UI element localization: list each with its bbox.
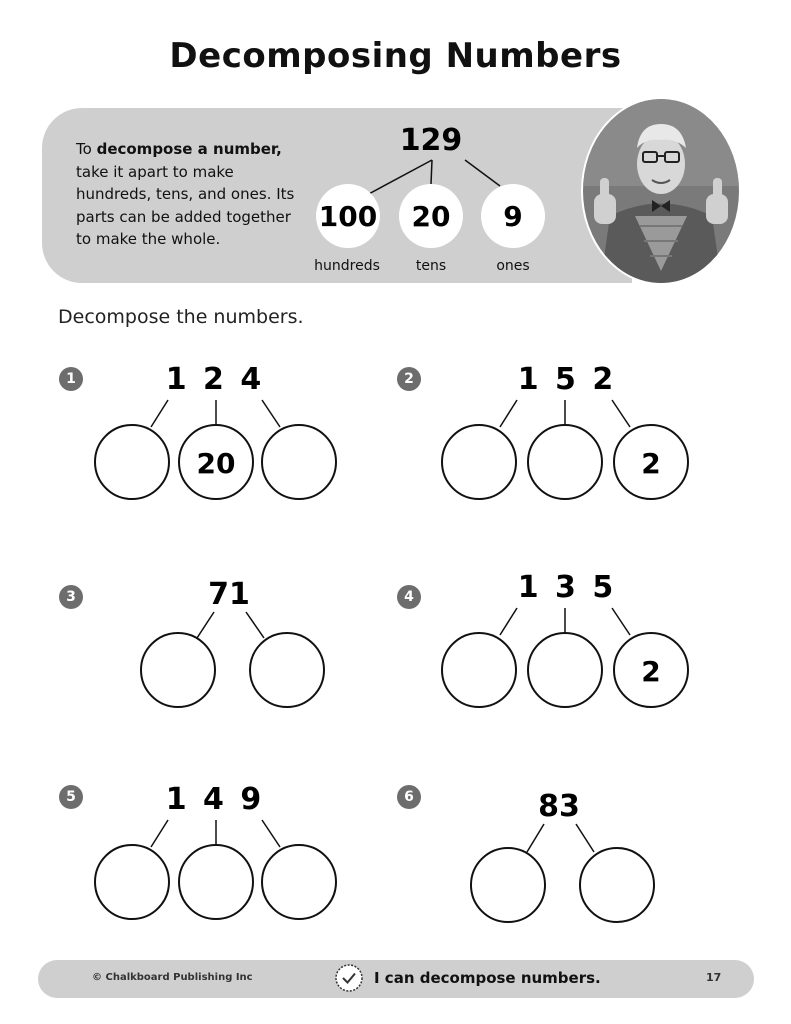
answer-circle[interactable]: [262, 845, 336, 919]
answer-circle[interactable]: [95, 845, 169, 919]
example-diagram: [300, 108, 580, 283]
student-photo: [580, 96, 742, 286]
problem-1-diagram: [85, 355, 365, 505]
example-part-tens: 20: [411, 200, 451, 233]
answer-circle[interactable]: [95, 425, 169, 499]
problem-number-badge: 6: [397, 785, 421, 809]
example-part-hundreds: 100: [318, 200, 378, 233]
copyright-text: © Chalkboard Publishing Inc: [92, 972, 253, 983]
problem-2-diagram: [432, 355, 712, 505]
problem-2-number: 1 5 2: [517, 362, 617, 397]
problem-number-badge: 4: [397, 585, 421, 609]
checkmark-icon: [334, 963, 364, 993]
answer-circle[interactable]: [262, 425, 336, 499]
answer-circle[interactable]: [471, 848, 545, 922]
given-part: 20: [196, 447, 236, 480]
problem-6-number: 83: [538, 789, 580, 824]
example-whole: 129: [399, 123, 463, 158]
intro-prefix: To: [76, 140, 92, 158]
page-number: 17: [706, 971, 722, 984]
problem-number-badge: 3: [59, 585, 83, 609]
problem-number-badge: 5: [59, 785, 83, 809]
problem-number-badge: 1: [59, 367, 83, 391]
intro-text: [76, 138, 306, 251]
given-part: 2: [641, 447, 661, 480]
learning-goal-text: I can decompose numbers.: [374, 969, 601, 987]
problem-6-diagram: [460, 780, 680, 930]
page-title: Decomposing Numbers: [169, 36, 622, 76]
answer-circle[interactable]: [580, 848, 654, 922]
example-label-ones: ones: [496, 258, 530, 274]
answer-circle[interactable]: [442, 633, 516, 707]
example-part-ones: 9: [503, 200, 523, 233]
problem-4-number: 1 3 5: [517, 570, 617, 605]
footer-bar: [38, 960, 754, 998]
problem-number-badge: 2: [397, 367, 421, 391]
problem-3-number: 71: [208, 577, 250, 612]
problem-5-number: 1 4 9: [165, 782, 265, 817]
example-label-tens: tens: [415, 258, 447, 274]
answer-circle[interactable]: [528, 633, 602, 707]
answer-circle[interactable]: [528, 425, 602, 499]
problem-5-diagram: [85, 775, 365, 925]
problem-1-number: 1 2 4: [165, 362, 265, 397]
given-part: 2: [641, 655, 661, 688]
answer-circle[interactable]: [141, 633, 215, 707]
answer-circle[interactable]: [179, 845, 253, 919]
example-label-hundreds: hundreds: [314, 258, 380, 274]
problem-4-diagram: [432, 563, 712, 713]
intro-rest: take it apart to make hundreds, tens, and ones. Its parts can be added together to make the whole.: [76, 162, 295, 248]
answer-circle[interactable]: [442, 425, 516, 499]
intro-bold: decompose a number,: [96, 140, 282, 158]
instruction-text: Decompose the numbers.: [58, 306, 304, 328]
answer-circle[interactable]: [250, 633, 324, 707]
problem-3-diagram: [130, 570, 350, 720]
